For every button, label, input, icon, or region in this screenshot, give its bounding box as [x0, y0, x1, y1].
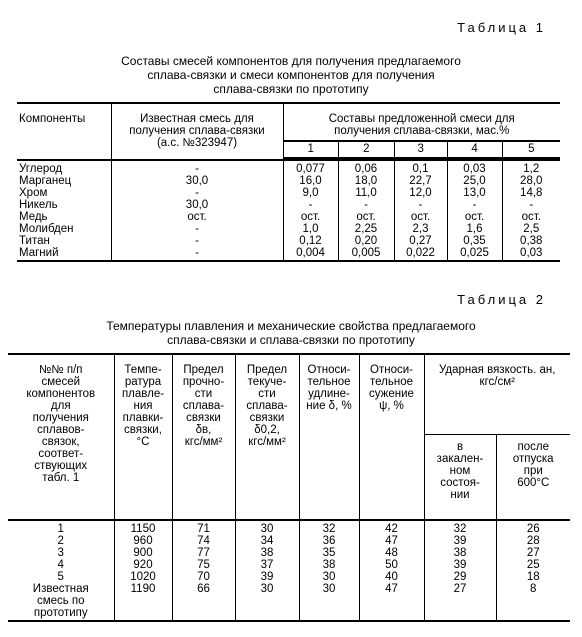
- table-row: [17, 175, 560, 187]
- header-text: ния: [133, 400, 153, 412]
- table2-header-col2: [114, 354, 172, 520]
- table-row: [8, 559, 570, 571]
- row-value: 9,0: [283, 187, 338, 199]
- header-text: Предел: [246, 364, 288, 376]
- header-text: компонентов: [26, 388, 96, 400]
- table-row: [17, 160, 560, 175]
- header-text: Компоненты: [19, 113, 86, 125]
- row-value: [359, 607, 424, 621]
- row-value: -: [447, 199, 502, 211]
- row-value: ост.: [394, 211, 447, 223]
- table2-caption-line: сплава-связки и сплава-связки по прототипу: [167, 333, 415, 347]
- row-value: 40: [359, 571, 424, 583]
- row-value: 36: [299, 535, 359, 547]
- table2-header-impact: [424, 354, 570, 435]
- table-row: [17, 199, 560, 211]
- row-known: -: [111, 223, 283, 235]
- table-row: [17, 211, 560, 223]
- row-value: 18: [496, 571, 570, 583]
- row-value: [496, 607, 570, 621]
- row-value: [235, 595, 299, 607]
- header-text: связки: [249, 412, 285, 424]
- row-name: 1: [57, 523, 64, 535]
- table1-col-number: 2: [338, 141, 394, 158]
- table1-caption-line: сплава-связки по прототипу: [213, 82, 369, 96]
- header-text: отпуска: [512, 453, 554, 465]
- header-text: получения: [32, 412, 89, 424]
- row-value: 35: [299, 547, 359, 559]
- row-value: 38: [235, 547, 299, 559]
- row-value: [235, 607, 299, 621]
- header-text: ном: [449, 465, 471, 477]
- row-value: 29: [424, 571, 496, 583]
- header-text: Относи-: [370, 364, 413, 376]
- row-value: 39: [424, 535, 496, 547]
- table1-caption-line: Составы смесей компонентов для получения предлагаемого: [121, 54, 461, 68]
- row-value: 30: [235, 583, 299, 595]
- header-text: для: [50, 400, 71, 412]
- row-value: 14,8: [502, 187, 560, 199]
- row-value: 42: [359, 520, 424, 535]
- header-text: нии: [450, 489, 470, 501]
- table1-header-proposed: [283, 103, 560, 160]
- row-value: 1,6: [447, 223, 502, 235]
- header-text: Составы предложенной смеси для: [328, 113, 515, 125]
- table2-header-col4: [235, 354, 299, 520]
- row-value: 0,20: [338, 235, 394, 247]
- row-value: 27: [496, 547, 570, 559]
- header-text: получения сплава-связки, мас.%: [334, 125, 510, 137]
- row-known: ост.: [111, 211, 283, 223]
- row-value: 0,06: [338, 160, 394, 175]
- header-text: (а.с. №323947): [156, 137, 238, 149]
- header-text: текуче-: [247, 376, 287, 388]
- row-known: -: [111, 187, 283, 199]
- row-name: 3: [57, 547, 64, 559]
- row-value: 18,0: [338, 175, 394, 187]
- row-name: Никель: [19, 199, 58, 211]
- row-value: 39: [424, 559, 496, 571]
- row-value: 30: [299, 583, 359, 595]
- row-value: 1190: [114, 583, 172, 595]
- row-value: 22,7: [394, 175, 447, 187]
- header-text: плавки-: [122, 412, 164, 424]
- table2-header-col6: [359, 354, 424, 520]
- table1-body: [17, 160, 560, 261]
- table-row: [17, 235, 560, 247]
- header-text: кгс/см²: [479, 376, 515, 388]
- table-row: [17, 223, 560, 235]
- header-text: Известная смесь для: [140, 113, 254, 125]
- row-value: [496, 595, 570, 607]
- row-value: 0,27: [394, 235, 447, 247]
- table2: [8, 353, 570, 622]
- row-name: Титан: [19, 235, 50, 247]
- row-value: ост.: [283, 211, 338, 223]
- row-name: 4: [57, 559, 64, 571]
- header-text: соответ-: [38, 448, 84, 460]
- row-value: 0,025: [447, 247, 502, 261]
- header-text: связок,: [41, 436, 80, 448]
- row-value: 2,25: [338, 223, 394, 235]
- header-text: кгс/мм²: [184, 436, 223, 448]
- header-text: 600°C: [517, 477, 550, 489]
- row-known: 30,0: [111, 199, 283, 211]
- header-text: закален-: [436, 453, 484, 465]
- row-value: [114, 595, 172, 607]
- table2-header-row: [8, 354, 570, 435]
- row-value: 920: [114, 559, 172, 571]
- row-value: 0,022: [394, 247, 447, 261]
- row-value: [172, 607, 235, 621]
- table1-col-number: 1: [284, 141, 339, 158]
- row-value: ост.: [447, 211, 502, 223]
- row-name: смесь по: [36, 595, 85, 607]
- row-value: 13,0: [447, 187, 502, 199]
- row-value: 960: [114, 535, 172, 547]
- header-text: №№ п/п: [38, 364, 83, 376]
- row-value: 77: [172, 547, 235, 559]
- header-text: Темпе-: [124, 364, 162, 376]
- row-name: Хром: [19, 187, 48, 199]
- row-name: 5: [57, 571, 64, 583]
- row-value: 11,0: [338, 187, 394, 199]
- header-text: сужение: [369, 388, 414, 400]
- row-name: Медь: [19, 211, 48, 223]
- row-value: 1020: [114, 571, 172, 583]
- table2-header-col5: [299, 354, 359, 520]
- table1-col-number: 3: [394, 141, 447, 158]
- table1-header-row: [17, 103, 560, 160]
- header-text: табл. 1: [42, 472, 80, 484]
- row-value: 0,03: [502, 247, 560, 261]
- table-row: [8, 583, 570, 595]
- row-value: 27: [424, 583, 496, 595]
- header-text: в: [456, 441, 464, 453]
- row-value: 0,077: [283, 160, 338, 175]
- row-value: 48: [359, 547, 424, 559]
- row-value: 2,5: [502, 223, 560, 235]
- table2-header-sub2: [496, 435, 570, 521]
- row-value: 26: [496, 520, 570, 535]
- row-value: [299, 595, 359, 607]
- row-value: 25,0: [447, 175, 502, 187]
- row-value: [299, 607, 359, 621]
- header-text: δ0,2,: [254, 424, 280, 436]
- row-value: 71: [172, 520, 235, 535]
- table1-header-components: [17, 103, 111, 160]
- row-value: 66: [172, 583, 235, 595]
- row-value: -: [502, 199, 560, 211]
- row-name: Марганец: [19, 175, 72, 187]
- row-value: 0,12: [283, 235, 338, 247]
- row-value: 30: [235, 520, 299, 535]
- row-value: [114, 607, 172, 621]
- row-name: 2: [57, 535, 64, 547]
- row-value: [359, 595, 424, 607]
- header-text: тельное: [307, 376, 351, 388]
- header-text: кгс/мм²: [248, 436, 286, 448]
- row-value: 30: [299, 571, 359, 583]
- header-text: Ударная вязкость. ан,: [439, 364, 556, 376]
- header-text: тельное: [370, 376, 413, 388]
- row-value: 70: [172, 571, 235, 583]
- row-value: ост.: [338, 211, 394, 223]
- table2-header-sub1: [424, 435, 496, 521]
- row-value: 38: [424, 547, 496, 559]
- row-value: -: [394, 199, 447, 211]
- row-value: 75: [172, 559, 235, 571]
- header-text: прочно-: [182, 376, 225, 388]
- table1-label: Таблица 1: [457, 20, 546, 35]
- header-text: ние δ, %: [306, 400, 352, 412]
- row-value: [172, 595, 235, 607]
- row-value: [424, 607, 496, 621]
- row-known: -: [111, 235, 283, 247]
- row-known: -: [111, 160, 283, 175]
- row-value: 32: [424, 520, 496, 535]
- header-text: при: [523, 465, 543, 477]
- header-text: ψ, %: [379, 400, 404, 412]
- row-value: 34: [235, 535, 299, 547]
- row-value: [424, 595, 496, 607]
- table-row: [8, 535, 570, 547]
- row-name: Углерод: [19, 163, 63, 175]
- row-value: 28,0: [502, 175, 560, 187]
- row-value: 0,1: [394, 160, 447, 175]
- row-value: 38: [299, 559, 359, 571]
- row-value: 47: [359, 535, 424, 547]
- row-value: 0,004: [283, 247, 338, 261]
- header-text: сплава-: [182, 400, 225, 412]
- row-value: 28: [496, 535, 570, 547]
- row-known: 30,0: [111, 175, 283, 187]
- table2-caption-line: Температуры плавления и механические свойства предлагаемого: [106, 319, 476, 333]
- row-value: 0,38: [502, 235, 560, 247]
- row-value: -: [338, 199, 394, 211]
- table-row: [17, 187, 560, 199]
- table1-caption-line: сплава-связки и смеси компонентов для получения: [147, 68, 435, 82]
- header-text: смесей: [41, 376, 81, 388]
- row-value: 1150: [114, 520, 172, 535]
- row-known: -: [111, 247, 283, 261]
- header-text: ствующих: [34, 460, 88, 472]
- header-text: состоя-: [440, 477, 480, 489]
- header-text: °C: [136, 436, 150, 448]
- row-value: 39: [235, 571, 299, 583]
- row-value: -: [283, 199, 338, 211]
- header-text: сти: [258, 388, 276, 400]
- row-value: 74: [172, 535, 235, 547]
- table-row: [8, 520, 570, 535]
- header-text: связки,: [124, 424, 162, 436]
- header-text: сплавов-: [37, 424, 85, 436]
- table1-col-number: 4: [447, 141, 502, 158]
- header-text: сплава-: [246, 400, 288, 412]
- table-row: [8, 595, 570, 607]
- row-value: 1,0: [283, 223, 338, 235]
- row-value: 50: [359, 559, 424, 571]
- row-name: Магний: [17, 247, 111, 261]
- header-text: после: [517, 441, 549, 453]
- table1-col-number: 5: [502, 141, 560, 158]
- table-row: [8, 547, 570, 559]
- table1: [17, 102, 560, 262]
- header-text: Предел: [183, 364, 224, 376]
- header-text: Относи-: [307, 364, 351, 376]
- table2-header-col3: [172, 354, 235, 520]
- row-value: 8: [496, 583, 570, 595]
- row-value: 32: [299, 520, 359, 535]
- header-text: получения сплава-связки: [129, 125, 265, 137]
- row-value: 900: [114, 547, 172, 559]
- table2-label: Таблица 2: [457, 292, 546, 307]
- row-value: 1,2: [502, 160, 560, 175]
- header-text: сти: [194, 388, 213, 400]
- table2-body: [8, 520, 570, 621]
- table1-header-known: [111, 103, 283, 160]
- row-name: Известная: [32, 583, 89, 595]
- row-value: 47: [359, 583, 424, 595]
- table2-header-col1: [8, 354, 114, 520]
- row-value: 0,03: [447, 160, 502, 175]
- row-value: 0,35: [447, 235, 502, 247]
- row-name: прототипу: [8, 607, 114, 621]
- table-row: [8, 571, 570, 583]
- row-name: Молибден: [19, 223, 74, 235]
- row-value: 25: [496, 559, 570, 571]
- table-row: [17, 247, 560, 261]
- row-value: 12,0: [394, 187, 447, 199]
- table-row: [8, 607, 570, 621]
- header-text: связки: [186, 412, 221, 424]
- row-value: ост.: [502, 211, 560, 223]
- row-value: 0,005: [338, 247, 394, 261]
- header-text: δв,: [195, 424, 212, 436]
- header-text: удлине-: [308, 388, 350, 400]
- header-text: плавле-: [121, 388, 165, 400]
- row-value: 37: [235, 559, 299, 571]
- row-value: 2,3: [394, 223, 447, 235]
- row-value: 16,0: [283, 175, 338, 187]
- header-text: ратура: [124, 376, 162, 388]
